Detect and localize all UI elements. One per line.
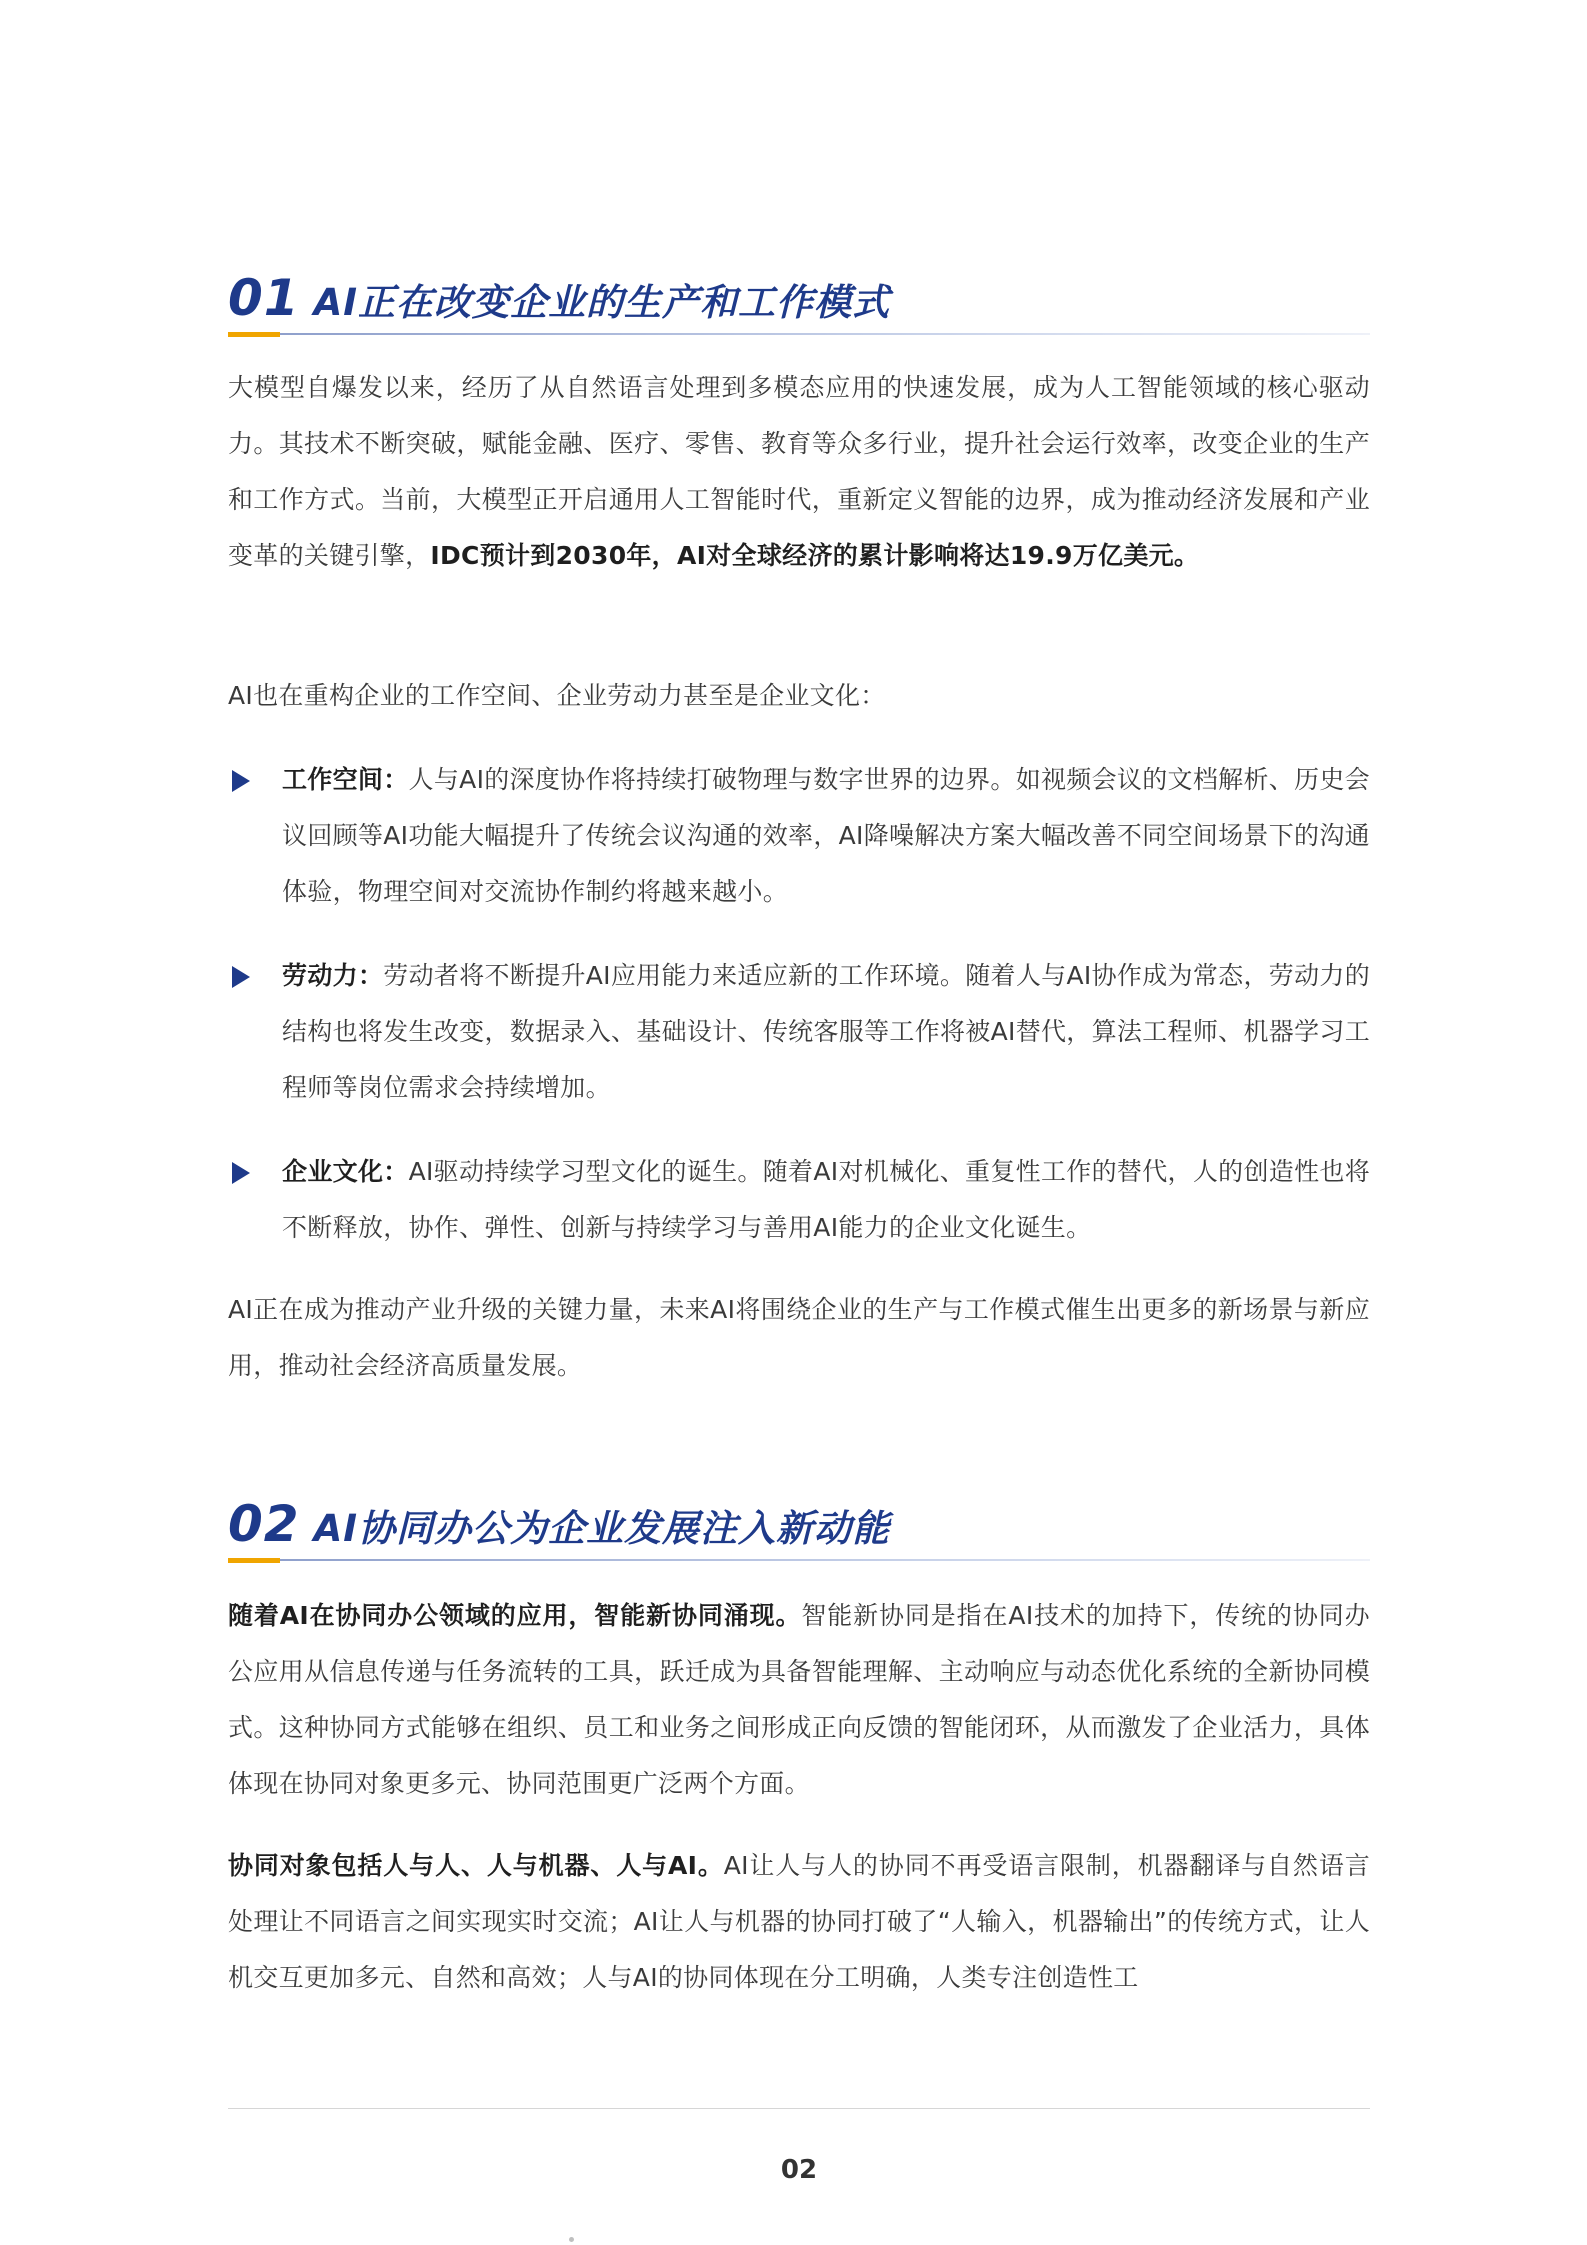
section-2-number: 02 bbox=[228, 1495, 300, 1553]
footer-divider bbox=[228, 2108, 1370, 2109]
page-indicator-dot bbox=[569, 2237, 574, 2242]
section-2-p2-body: AI让人与人的协同不再受语言限制，机器翻译与自然语言处理让不同语言之间实现实时交流；AI让人与机器的协同打破了“人输入，机器输出”的传统方式，让人机交互更加多元、自然和高效；人与AI的协同体现在分工明确，人类专注创造性工 bbox=[228, 1851, 1370, 1992]
section-2-p2-lead: 协同对象包括人与人、人与机器、人与AI。 bbox=[228, 1851, 724, 1880]
bullet-arrow-icon bbox=[232, 770, 250, 792]
bullet-workspace-body: 人与AI的深度协作将持续打破物理与数字世界的边界。如视频会议的文档解析、历史会议回顾等AI功能大幅提升了传统会议沟通的效率，AI降噪解决方案大幅改善不同空间场景下的沟通体验，物理空间对交流协作制约将越来越小。 bbox=[282, 765, 1370, 906]
bullet-culture-label: 企业文化： bbox=[282, 1157, 409, 1186]
section-1-accent-bar bbox=[228, 332, 280, 337]
section-2-header bbox=[228, 1494, 1370, 1566]
bullet-workforce-label: 劳动力： bbox=[282, 961, 384, 990]
bullet-arrow-icon bbox=[232, 1162, 250, 1184]
bullet-workspace-label: 工作空间： bbox=[282, 765, 409, 794]
section-1-intro-lead: 大模型自爆发以来，经历了从自然语言处理到多模态应用的快速发展，成为人工智能领域的核心驱动力。其技术不断突破，赋能金融、医疗、零售、教育等众多行业，提升社会运行效率，改变企业的生产和工作方式。当前，大模型正开启通用人工智能时代，重新定义智能的边界，成为推动经济发展和产业变革的关键引擎， bbox=[228, 373, 1370, 570]
section-1-title: AI正在改变企业的生产和工作模式 bbox=[313, 281, 890, 324]
bullet-workforce-body: 劳动者将不断提升AI应用能力来适应新的工作环境。随着人与AI协作成为常态，劳动力的结构也将发生改变，数据录入、基础设计、传统客服等工作将被AI替代，算法工程师、机器学习工程师等岗位需求会持续增加。 bbox=[282, 961, 1370, 1102]
bullet-culture-text bbox=[282, 1144, 1370, 1256]
section-1-number: 01 bbox=[228, 269, 300, 327]
bullet-workforce-text bbox=[282, 948, 1370, 1116]
section-2-divider bbox=[228, 1558, 1370, 1566]
section-2-p1-body: 智能新协同是指在AI技术的加持下，传统的协同办公应用从信息传递与任务流转的工具，跃迁成为具备智能理解、主动响应与动态优化系统的全新协同模式。这种协同方式能够在组织、员工和业务之间形成正向反馈的智能闭环，从而激发了企业活力，具体体现在协同对象更多元、协同范围更广泛两个方面。 bbox=[228, 1601, 1370, 1798]
section-2-rule-line bbox=[280, 1559, 1370, 1561]
bullet-culture-body: AI驱动持续学习型文化的诞生。随着AI对机械化、重复性工作的替代，人的创造性也将不断释放，协作、弹性、创新与持续学习与善用AI能力的企业文化诞生。 bbox=[282, 1157, 1370, 1242]
section-2-title: AI协同办公为企业发展注入新动能 bbox=[313, 1507, 890, 1550]
page-number: 02 bbox=[780, 2155, 818, 2185]
document-page bbox=[228, 0, 1370, 2245]
section-1-divider bbox=[228, 332, 1370, 340]
section-2-p1-lead: 随着AI在协同办公领域的应用，智能新协同涌现。 bbox=[228, 1601, 802, 1630]
section-1-closing-paragraph: AI正在成为推动产业升级的关键力量，未来AI将围绕企业的生产与工作模式催生出更多的新场景与新应用，推动社会经济高质量发展。 bbox=[228, 1295, 1370, 1380]
section-1-header bbox=[228, 268, 1370, 340]
section-2-paragraph-1 bbox=[228, 1588, 1370, 1812]
section-1-restructure-line: AI也在重构企业的工作空间、企业劳动力甚至是企业文化： bbox=[228, 681, 886, 710]
section-2-paragraph-2 bbox=[228, 1838, 1370, 2006]
section-2-accent-bar bbox=[228, 1558, 280, 1563]
section-1-intro-paragraph bbox=[228, 360, 1370, 584]
section-1-intro-highlight: IDC预计到2030年，AI对全球经济的累计影响将达19.9万亿美元。 bbox=[430, 541, 1200, 570]
bullet-arrow-icon bbox=[232, 966, 250, 988]
section-1-rule-line bbox=[280, 333, 1370, 335]
bullet-workspace-text bbox=[282, 752, 1370, 920]
